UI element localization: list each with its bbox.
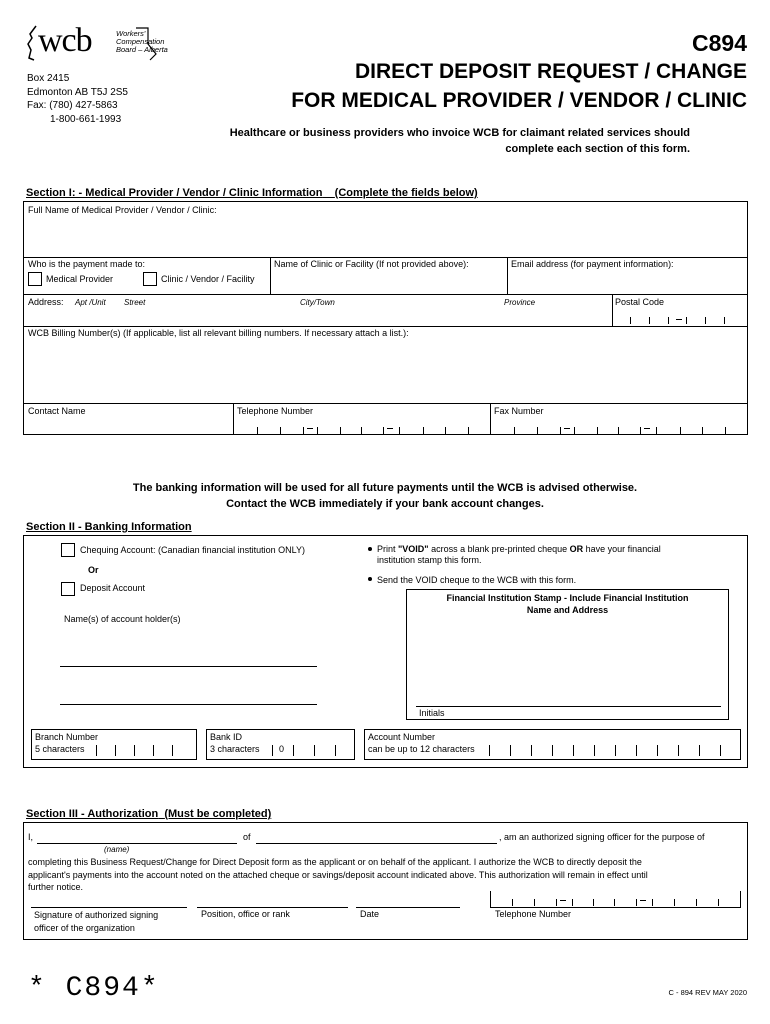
position-line[interactable] (197, 907, 348, 908)
wcb-mailing-address (27, 72, 128, 126)
address-line: Edmonton AB T5J 2S5 (27, 86, 128, 98)
postal-code-input[interactable] (612, 314, 748, 326)
account-holder-line-1[interactable] (60, 666, 317, 667)
form-barcode-text: * C894* (28, 973, 160, 1004)
divider (23, 257, 748, 258)
bank-stamp-title (406, 592, 729, 616)
medical-provider-checkbox[interactable] (28, 272, 42, 286)
instruction-void: "VOID" (398, 544, 429, 554)
signature-label-line: officer of the organization (34, 922, 135, 933)
street-label: Street (124, 298, 146, 307)
payment-to-label: Who is the payment made to: (28, 259, 146, 269)
instruction-or: OR (569, 544, 584, 554)
medical-provider-label: Medical Provider (46, 274, 114, 284)
province-label: Province (504, 298, 536, 307)
bank-id-prefill: 0 (279, 744, 285, 754)
logo-wordmark: wcb (38, 22, 92, 59)
branch-label: Branch Number (35, 732, 99, 742)
bullet-icon (368, 577, 372, 581)
clinic-vendor-label: Clinic / Vendor / Facility (161, 274, 255, 284)
branch-number-input[interactable] (92, 743, 197, 757)
revision-label: C - 894 REV MAY 2020 (668, 988, 747, 997)
full-name-label: Full Name of Medical Provider / Vendor / Clinic: (28, 205, 217, 215)
banking-notice (0, 480, 770, 512)
banking-notice-line: The banking information will be used for all future payments until the WCB is advised otherwise. (132, 482, 638, 494)
telephone-label: Telephone Number (237, 406, 314, 416)
auth-telephone-input[interactable] (490, 891, 741, 908)
stamp-title-line: Financial Institution Stamp - Include Financial Institution (446, 593, 689, 603)
authorization-line: completing this Business Request/Change for Direct Deposit form as the applicant or on behalf of the applicant. I authorize the WCB to directly deposit the (28, 857, 642, 867)
email-field[interactable]: Email address (for payment information): (511, 259, 674, 269)
branch-number-label (35, 731, 98, 755)
deposit-checkbox[interactable] (61, 582, 75, 596)
intro-text (230, 125, 690, 157)
contact-name-field[interactable]: Contact Name (28, 406, 86, 416)
account-label: can be up to 12 characters (368, 744, 475, 754)
postal-code-label: Postal Code (615, 297, 665, 307)
authorization-line: further notice. (28, 882, 84, 892)
authorization-paragraph (28, 856, 743, 894)
logo-org-line: Board – Alberta (116, 45, 168, 54)
logo-org-name (116, 30, 168, 54)
form-title-line2: FOR MEDICAL PROVIDER / VENDOR / CLINIC (291, 89, 747, 112)
organization-line[interactable] (256, 843, 497, 844)
section3-heading-note: (Must be completed) (164, 808, 272, 820)
bank-id-label (210, 731, 260, 755)
chequing-label: Chequing Account: (Canadian financial institution ONLY) (80, 545, 305, 555)
bank-label: 3 characters (210, 744, 260, 754)
account-holder-line-2[interactable] (60, 704, 317, 705)
instruction-text: across a blank pre-printed cheque (428, 544, 570, 554)
section1-heading-text: Section I: - Medical Provider / Vendor / Clinic Information (26, 187, 323, 199)
logo-org-line: Workers' (116, 29, 146, 38)
intro-line: Healthcare or business providers who invoice WCB for claimant related services should (229, 127, 690, 139)
i-label: I, (28, 832, 34, 842)
stamp-title-line: Name and Address (526, 605, 609, 615)
address-line: Fax: (780) 427-5863 (27, 100, 118, 111)
address-line: 1-800-661-1993 (50, 113, 122, 125)
apt-unit-label: Apt /Unit (75, 298, 106, 307)
clinic-vendor-checkbox[interactable] (143, 272, 157, 286)
section1-heading-note: (Complete the fields below) (334, 187, 478, 199)
account-number-input[interactable] (486, 743, 740, 757)
bullet-icon (368, 547, 372, 551)
telephone-input[interactable] (233, 425, 490, 435)
instruction-text: institution stamp this form. (377, 555, 482, 565)
auth-telephone-label: Telephone Number (495, 909, 572, 919)
divider (23, 403, 748, 404)
intro-line: complete each section of this form. (505, 143, 690, 155)
section2-heading: Section II - Banking Information (26, 521, 192, 533)
section3-heading-text: Section III - Authorization (26, 808, 159, 820)
deposit-label: Deposit Account (80, 583, 146, 593)
billing-number-field[interactable]: WCB Billing Number(s) (If applicable, list all relevant billing numbers. If necessary attach a list.): (28, 328, 409, 338)
wcb-logo (24, 24, 174, 64)
signature-line[interactable] (31, 907, 187, 908)
divider (23, 294, 748, 295)
authorization-line: applicant's payments into the account noted on the attached cheque or savings/deposit account indicated above. This authorization will remain in effect until (28, 869, 648, 880)
divider (507, 257, 508, 294)
address-line: Box 2415 (27, 73, 70, 84)
fax-input[interactable] (490, 425, 748, 435)
clinic-name-field[interactable]: Name of Clinic or Facility (If not provided above): (274, 259, 469, 269)
divider (23, 326, 748, 327)
name-caption: (name) (104, 845, 130, 854)
fax-label: Fax Number (494, 406, 544, 416)
void-instruction (377, 544, 661, 566)
branch-label: 5 characters (35, 744, 85, 754)
city-label: City/Town (300, 298, 335, 307)
account-label: Account Number (368, 732, 436, 742)
bank-label: Bank ID (210, 732, 243, 742)
instruction-text: Print (377, 544, 399, 554)
signature-label (34, 909, 158, 934)
section3-heading (26, 808, 271, 820)
section1-heading (26, 187, 478, 199)
logo-org-line: Compensation (116, 37, 165, 46)
initials-line[interactable] (416, 706, 721, 707)
bank-id-input[interactable] (268, 743, 354, 757)
form-title-line1: DIRECT DEPOSIT REQUEST / CHANGE (354, 60, 747, 83)
date-label: Date (360, 909, 380, 919)
position-label: Position, office or rank (201, 909, 290, 919)
initials-label: Initials (419, 708, 445, 718)
of-label: of (243, 832, 251, 842)
or-label: Or (88, 565, 99, 575)
instruction-text: have your financial (583, 544, 661, 554)
divider (270, 257, 271, 294)
chequing-checkbox[interactable] (61, 543, 75, 557)
send-cheque-instruction: Send the VOID cheque to the WCB with this form. (377, 575, 577, 585)
officer-statement: , am an authorized signing officer for the purpose of (499, 832, 705, 842)
full-name-field[interactable] (28, 205, 743, 253)
banking-notice-line: Contact the WCB immediately if your bank account changes. (226, 498, 544, 510)
date-line[interactable] (356, 907, 460, 908)
signature-label-line: Signature of authorized signing (34, 910, 159, 920)
address-label: Address: (28, 297, 64, 307)
account-number-label (368, 731, 475, 755)
authorizer-name-line[interactable] (37, 843, 237, 844)
form-code: C894 (692, 30, 747, 56)
account-holder-label: Name(s) of account holder(s) (64, 614, 181, 624)
